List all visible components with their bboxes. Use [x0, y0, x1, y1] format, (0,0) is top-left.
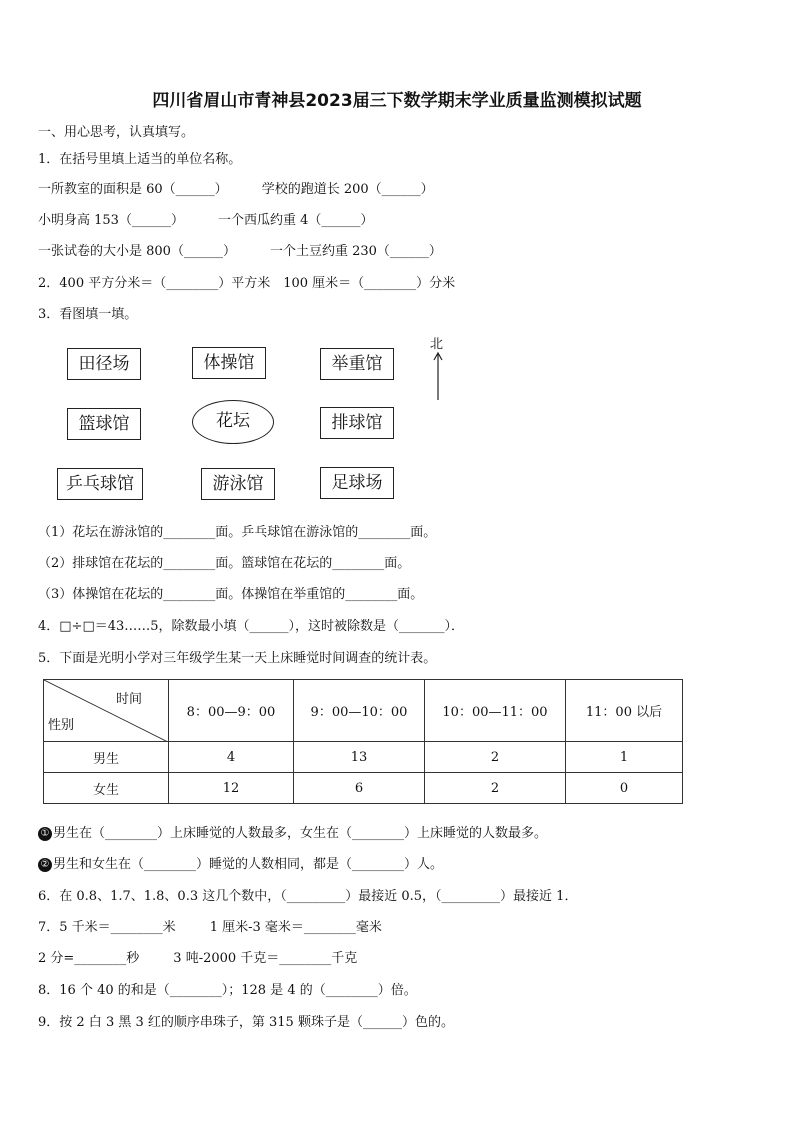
question-5-sub-1	[38, 822, 547, 841]
circled-number-2: ②	[38, 858, 52, 872]
table-cell: 2	[425, 773, 566, 804]
page-title: 四川省眉山市青神县2023届三下数学期末学业质量监测模拟试题	[152, 91, 642, 111]
q7-item-sec: 2 分=________秒	[38, 951, 140, 966]
question-3-sub-2: （2）排球馆在花坛的________面。篮球馆在花坛的________面。	[38, 556, 411, 571]
question-5-sub-2	[38, 853, 443, 872]
place-ticao: 体操馆	[192, 347, 266, 379]
q7-item-kg: 3 吨-2000 千克＝________千克	[173, 951, 358, 966]
place-lanqiu: 篮球馆	[67, 408, 141, 440]
corner-label-gender: 性别	[48, 718, 75, 733]
row-label-girls: 女生	[44, 773, 169, 804]
question-4: 4．□÷□＝43……5，除数最小填（______），这时被除数是（_______）．	[38, 619, 465, 634]
question-9: 9．按 2 白 3 黑 3 红的顺序串珠子，第 315 颗珠子是（______）色的。	[38, 1015, 454, 1030]
q1-item-height: 小明身高 153（______）	[38, 213, 184, 228]
question-3-sub-3: （3）体操馆在花坛的________面。体操馆在举重馆的________面。	[38, 587, 424, 602]
question-1-line-2	[38, 209, 373, 228]
table-header-cell: 9：00—10：00	[294, 680, 425, 742]
place-zuqiu: 足球场	[320, 467, 394, 499]
question-6: 6．在 0.8、1.7、1.8、0.3 这几个数中，（_________）最接近 0.5，（_________）最接近 1．	[38, 889, 578, 904]
q1-item-watermelon: 一个西瓜约重 4（______）	[217, 213, 374, 228]
q1-item-classroom: 一所教室的面积是 60（______）	[38, 182, 228, 197]
row-label-boys: 男生	[44, 742, 169, 773]
question-5-stem: 5．下面是光明小学对三年级学生某一天上床睡觉时间调查的统计表。	[38, 651, 437, 666]
table-cell: 13	[294, 742, 425, 773]
question-1-line-3	[38, 240, 442, 259]
question-3-stem: 3．看图填一填。	[38, 307, 138, 322]
q5-sub-1-text: 男生在（________）上床睡觉的人数最多，女生在（________）上床睡觉的人数最多。	[53, 826, 548, 841]
north-label: 北	[430, 337, 444, 352]
question-1-line-1	[38, 178, 434, 197]
question-7-line-1	[38, 916, 382, 935]
place-paiqiu: 排球馆	[320, 407, 394, 439]
question-3-sub-1: （1）花坛在游泳馆的________面。乒乓球馆在游泳馆的________面。	[38, 525, 437, 540]
corner-label-time: 时间	[115, 692, 142, 707]
place-juzhong: 举重馆	[320, 348, 394, 380]
bedtime-table	[43, 679, 683, 804]
question-1-stem: 1．在括号里填上适当的单位名称。	[38, 152, 242, 167]
circled-number-1: ①	[38, 827, 52, 841]
question-2: 2．400 平方分米＝（________）平方米 100 厘米＝（________）分米	[38, 276, 456, 291]
question-8: 8．16 个 40 的和是（________）；128 是 4 的（________）倍。	[38, 983, 417, 998]
q7-item-mm: 1 厘米-3 毫米＝________毫米	[209, 920, 382, 935]
north-arrow-icon	[430, 350, 446, 402]
table-cell: 2	[425, 742, 566, 773]
table-cell: 6	[294, 773, 425, 804]
question-7-line-2	[38, 947, 357, 966]
table-row	[44, 742, 683, 773]
table-header-cell: 10：00—11：00	[425, 680, 566, 742]
place-tianjing: 田径场	[67, 348, 141, 380]
q1-item-track: 学校的跑道长 200（______）	[261, 182, 434, 197]
table-corner-cell	[44, 680, 169, 742]
table-cell: 12	[169, 773, 294, 804]
place-huatan: 花坛	[192, 400, 274, 444]
section-heading: 一、用心思考，认真填写。	[38, 125, 195, 140]
place-youyong: 游泳馆	[201, 468, 275, 500]
place-pingpang: 乒乓球馆	[57, 468, 143, 500]
table-row	[44, 773, 683, 804]
table-cell: 1	[566, 742, 683, 773]
table-header-cell: 11：00 以后	[566, 680, 683, 742]
table-header-row	[44, 680, 683, 742]
q5-sub-2-text: 男生和女生在（________）睡觉的人数相同，都是（________）人。	[53, 857, 444, 872]
q1-item-paper: 一张试卷的大小是 800（______）	[38, 244, 236, 259]
q1-item-potato: 一个土豆约重 230（______）	[269, 244, 442, 259]
table-cell: 4	[169, 742, 294, 773]
q7-item-km: 7．5 千米＝________米	[38, 920, 176, 935]
table-header-cell: 8：00—9：00	[169, 680, 294, 742]
table-cell: 0	[566, 773, 683, 804]
